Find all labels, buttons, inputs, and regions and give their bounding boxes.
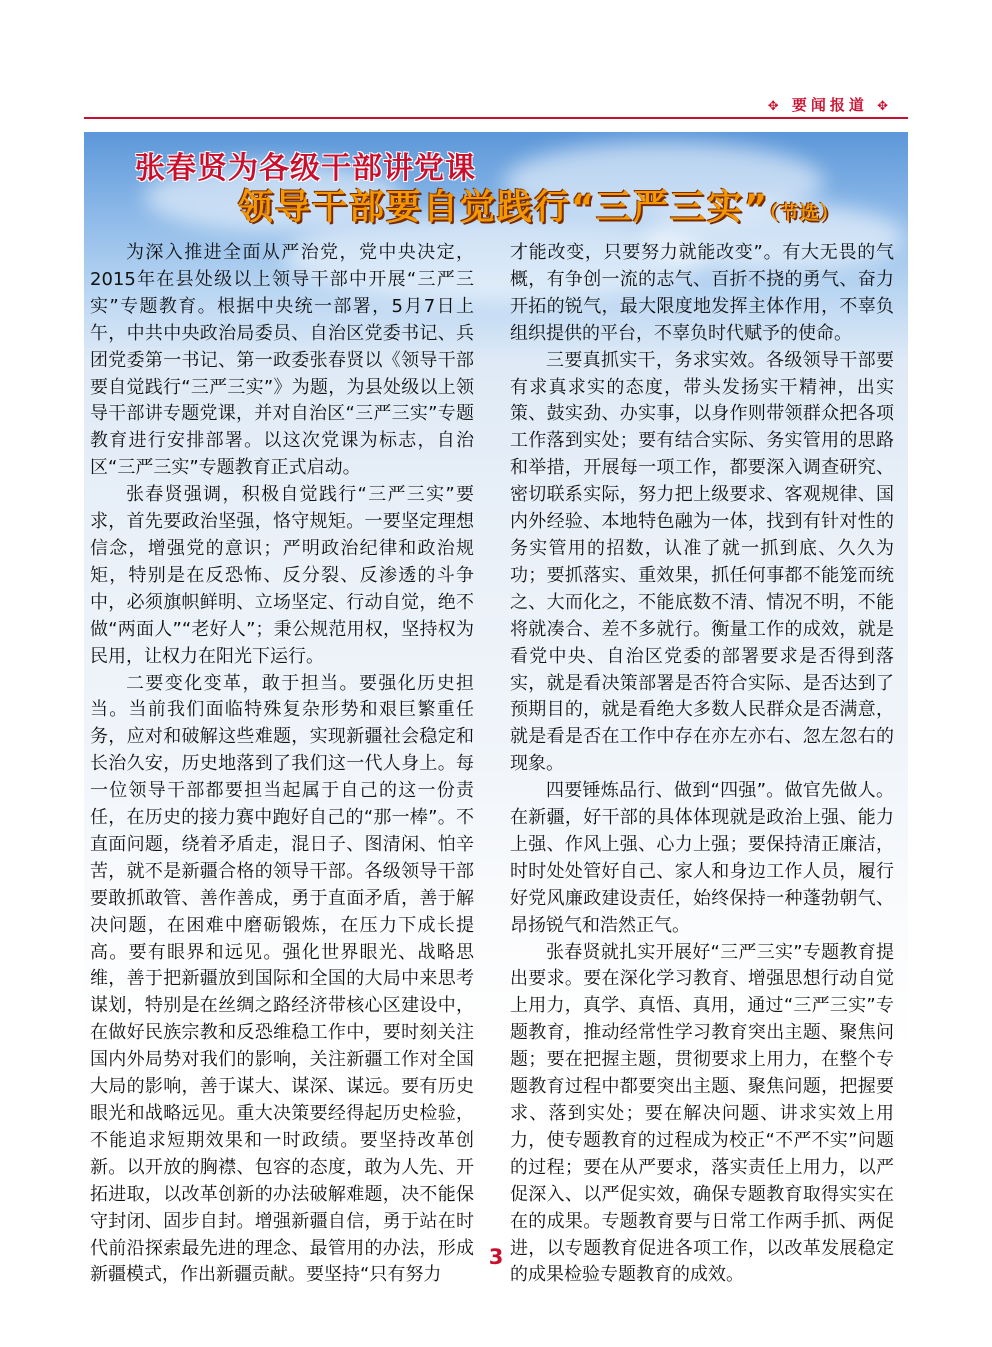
headline-primary: 张春贤为各级干部讲党课 <box>135 151 476 186</box>
section-label: 要闻报道 <box>791 96 868 114</box>
ornament-left-icon: ✥ <box>767 99 783 114</box>
paragraph: 四要锤炼品行、做到“四强”。做官先做人。在新疆，好干部的具体体现就是政治上强、能力上强、作风上强、心力上强；要保持清正廉洁，时时处处管好自己、家人和身边工作人员，履行好党风廉政建设责任，始终保持一种蓬勃朝气、昂扬锐气和浩然正气。 <box>510 780 894 936</box>
headline-secondary-text: 领导干部要自觉践行“三严三实” <box>238 188 770 228</box>
headline-secondary <box>238 180 840 230</box>
page-number: 3 <box>488 1245 504 1269</box>
paragraph: 为深入推进全面从严治党，党中央决定，2015年在县处级以上领导干部中开展“三严三实”专题教育。根据中央统一部署，5月7日上午，中共中央政治局委员、自治区党委书记、兵团党委第一书记、第一政委张春贤以《领导干部要自觉践行“三严三实”》为题，为县处级以上领导干部讲专题党课，并对自治区“三严三实”专题教育进行安排部署。以这次党课为标志，自治区“三严三实”专题教育正式启动。 <box>90 242 474 479</box>
article-column-left <box>90 240 474 1289</box>
section-header <box>768 94 892 115</box>
headline-note: （节选） <box>769 202 840 224</box>
paragraph: 二要变化变革，敢于担当。要强化历史担当。当前我们面临特殊复杂形势和艰巨繁重任务，应对和破解这些难题，实现新疆社会稳定和长治久安，历史地落到了我们这一代人身上。每一位领导干部都要担当起属于自己的这一份责任，在历史的接力赛中跑好自己的“那一棒”。不直面问题，绕着矛盾走，混日子、图清闲、怕辛苦，就不是新疆合格的领导干部。各级领导干部要敢抓敢管、善作善成，勇于直面矛盾，善于解决问题，在困难中磨砺锻炼，在压力下成长提高。要有眼界和远见。强化世界眼光、战略思维，善于把新疆放到国际和全国的大局中来思考谋划，特别是在丝绸之路经济带核心区建设中，在做好民族宗教和反恐维稳工作中，要时刻关注国内外局势对我们的影响，关注新疆工作对全国大局的影响，善于谋大、谋深、谋远。要有历史眼光和战略远见。重大决策要经得起历史检验，不能追求短期效果和一时政绩。要坚持改革创新。以开放的胸襟、包容的态度，敢为人先、开拓进取，以改革创新的办法破解难题，决不能保守封闭、固步自封。增强新疆自信，勇于站在时代前沿探索最先进的理念、最管用的办法，形成新疆模式，作出新疆贡献。要坚持“只有努力 <box>90 672 474 1286</box>
paragraph: 三要真抓实干，务求实效。各级领导干部要有求真求实的态度，带头发扬实干精神，出实策、鼓实劲、办实事，以身作则带领群众把各项工作落到实处；要有结合实际、务实管用的思路和举措，开展每一项工作，都要深入调查研究、密切联系实际，努力把上级要求、客观规律、国内外经验、本地特色融为一体，找到有针对性的务实管用的招数，认准了就一抓到底、久久为功；要抓落实、重效果，抓任何事都不能笼而统之、大而化之，不能底数不清、情况不明，不能将就凑合、差不多就行。衡量工作的成效，就是看党中央、自治区党委的部署要求是否得到落实，就是看决策部署是否符合实际、是否达到了预期目的，就是看绝大多数人民群众是否满意，就是看是否在工作中存在亦左亦右、忽左忽右的现象。 <box>510 349 894 775</box>
article-column-right <box>510 240 894 1289</box>
paragraph: 张春贤强调，积极自觉践行“三严三实”要求，首先要政治坚强，恪守规矩。一要坚定理想信念，增强党的意识；严明政治纪律和政治规矩，特别是在反恐怖、反分裂、反渗透的斗争中，必须旗帜鲜明、立场坚定、行动自觉，绝不做“两面人”“老好人”；秉公规范用权，坚持权为民用，让权力在阳光下运行。 <box>90 484 474 667</box>
paragraph: 张春贤就扎实开展好“三严三实”专题教育提出要求。要在深化学习教育、增强思想行动自觉上用力，真学、真悟、真用，通过“三严三实”专题教育，推动经常性学习教育突出主题、聚焦问题；要在把握主题，贯彻要求上用力，在整个专题教育过程中都要突出主题、聚焦问题，把握要求、落到实处；要在解决问题、讲求实效上用力，使专题教育的过程成为校正“不严不实”问题的过程；要在从严要求，落实责任上用力，以严促深入、以严促实效，确保专题教育取得实实在在的成果。专题教育要与日常工作两手抓、两促进，以专题教育促进各项工作，以改革发展稳定的成果检验专题教育的成效。 <box>510 941 894 1286</box>
header-rule <box>84 117 908 119</box>
ornament-right-icon: ✥ <box>877 99 892 114</box>
paragraph-continuation: 才能改变，只要努力就能改变”。有大无畏的气概，有争创一流的志气、百折不挠的勇气、奋力开拓的锐气，最大限度地发挥主体作用，不辜负组织提供的平台，不辜负时代赋予的使命。 <box>510 242 894 344</box>
